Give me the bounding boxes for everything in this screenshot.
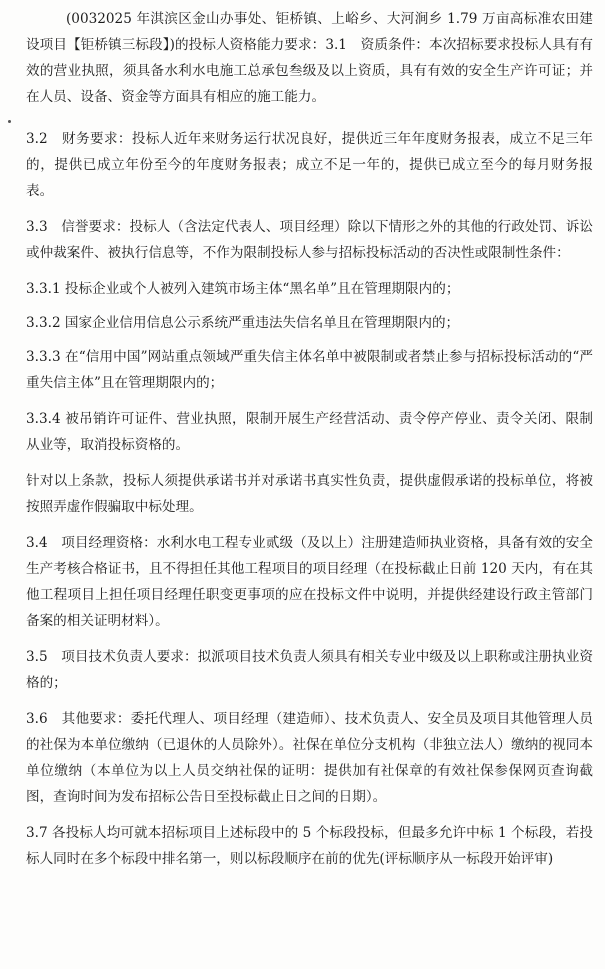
blacklist-clause: 3.3.1 投标企业或个人被列入建筑市场主体“黑名单”且在管理期限内的； [26, 281, 460, 297]
other-requirements-paragraph: 3.6 其他要求：委托代理人、项目经理（建造师）、技术负责人、安全员及项目其他管理人员的社保为本单位缴纳（已退休的人员除外）。社保在单位分支机构（非独立法人）缴纳的视同本单位缴纳（本单位为以上人员交纳社保的证明：提供加有社保章的有效社保参保网页查询截图，查询时间为发布招标公告日至投标截止日之间的日期）。 [26, 711, 593, 805]
license-revoked-clause: 3.3.4 被吊销许可证件、营业执照，限制开展生产经营活动、责令停产停业、责令关闭、限制从业等，取消投标资格的。 [26, 411, 593, 453]
credit-requirement-paragraph: 3.3 信誉要求：投标人（含法定代表人、项目经理）除以下情形之外的其他的行政处罚、诉讼或仲裁案件、被执行信息等，不作为限制投标人参与招标投标活动的否决性或限制性条件： [26, 219, 593, 261]
technical-lead-paragraph: 3.5 项目技术负责人要求：拟派项目技术负责人须具有相关专业中级及以上职称或注册执业资格的； [26, 649, 593, 691]
project-manager-paragraph: 3.4 项目经理资格：水利水电工程专业贰级（及以上）注册建造师执业资格，具备有效的安全生产考核合格证书，且不得担任其他工程项目的项目经理（在投标截止日前 120 天内，有在其他工程项目上担任项目经理任职变更事项的应在投标文件中说明，并提供经建设行政主管部门备案的相关证明材料）。 [26, 535, 593, 629]
credit-china-clause: 3.3.3 在“信用中国”网站重点领域严重失信主体名单中被限制或者禁止参与招标投标活动的“严重失信主体”且在管理期限内的； [26, 349, 593, 391]
credit-publicity-clause: 3.3.2 国家企业信用信息公示系统严重违法失信名单且在管理期限内的； [26, 315, 460, 331]
financial-requirement-paragraph: 3.2 财务要求：投标人近年来财务运行状况良好，提供近三年年度财务报表，成立不足三年的，提供已成立年份至今的年度财务报表；成立不足一年的，提供已成立至今的每月财务报表。 [26, 131, 593, 199]
scan-mark [8, 120, 11, 123]
lot-bidding-rule-paragraph: 3.7 各投标人均可就本招标项目上述标段中的 5 个标段投标，但最多允许中标 1 个标段，若投标人同时在多个标段中排名第一，则以标段顺序在前的优先(评标顺序从一标段开始评审) [26, 825, 593, 867]
intro-qualification-paragraph: (0032025 年淇滨区金山办事处、钜桥镇、上峪乡、大河涧乡 1.79 万亩高标准农田建设项目【钜桥镇三标段】)的投标人资格能力要求：3.1 资质条件：本次招标要求投标人具有有效的营业执照，须具备水利水电施工总承包叁级及以上资质，具有有效的安全生产许可证；并在人员、设备、资金等方面具有相应的施工能力。 [26, 11, 593, 105]
commitment-letter-paragraph: 针对以上条款，投标人须提供承诺书并对承诺书真实性负责，提供虚假承诺的投标单位，将被按照弄虚作假骗取中标处理。 [26, 473, 593, 515]
